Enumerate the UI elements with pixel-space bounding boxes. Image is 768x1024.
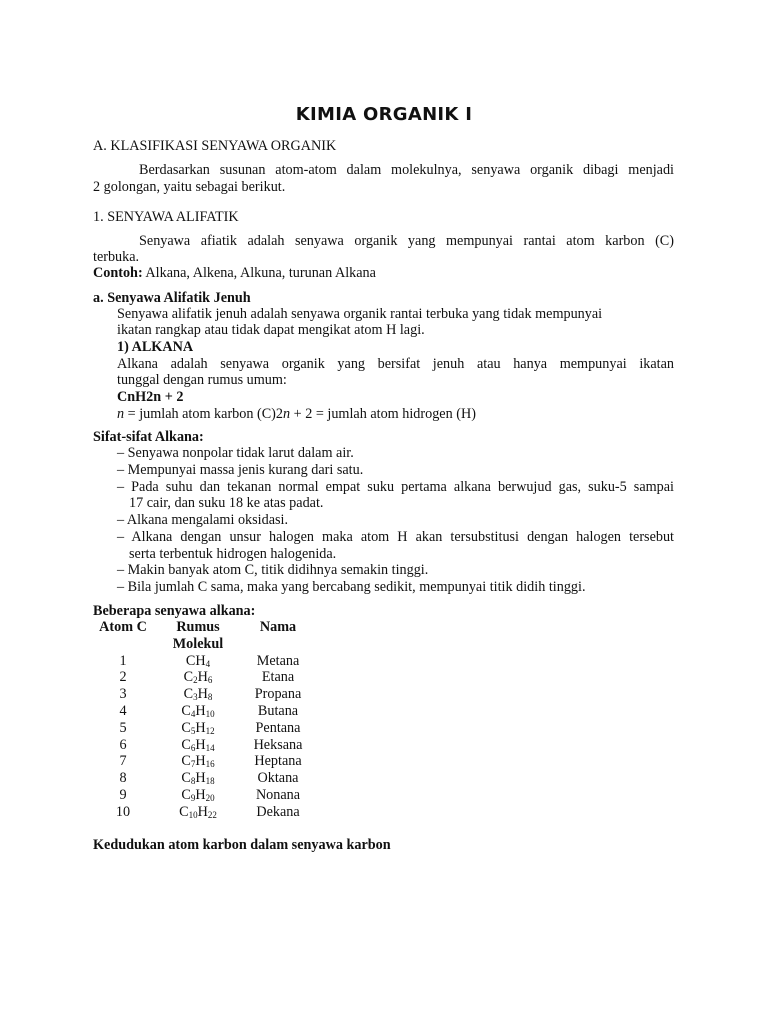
- name-cell: Etana: [261, 669, 295, 686]
- formula-cell: $C_9H_{20}$: [181, 786, 215, 803]
- formula-n-2: n: [283, 406, 291, 422]
- contoh-label: Contoh:: [93, 265, 143, 281]
- sifat-item: – Alkana dengan unsur halogen maka atom H akan tersubstitusi dengan halogen tersebut: [117, 529, 674, 545]
- formula-desc-2: + 2 = jumlah atom hidrogen (H): [290, 406, 476, 422]
- formula-cell: $C_6H_{14}$: [181, 736, 215, 753]
- header-rumus: Rumus: [176, 619, 220, 635]
- formula-cell: $C_{10}H_{22}$: [179, 803, 217, 820]
- kedudukan-heading: Kedudukan atom karbon dalam senyawa karbon: [93, 837, 391, 853]
- formula-cell: $C_3H_8$: [183, 686, 213, 703]
- name-cell: Oktana: [257, 770, 299, 787]
- sifat-item: – Makin banyak atom C, titik didihnya semakin tinggi.: [117, 562, 429, 578]
- name-cell: Dekana: [256, 803, 300, 820]
- name-cell: Heptana: [254, 753, 302, 770]
- atom-c-cell: 9: [119, 786, 127, 803]
- atom-c-cell: 2: [119, 669, 127, 686]
- section-heading-a: A. KLASIFIKASI SENYAWA ORGANIK: [93, 138, 337, 154]
- atom-c-cell: 1: [119, 652, 127, 669]
- formula-cell: $C_7H_{16}$: [181, 753, 215, 770]
- alifatik-line-2: terbuka.: [93, 249, 140, 265]
- alkana-heading: 1) ALKANA: [117, 339, 194, 355]
- jenuh-line-2: ikatan rangkap atau tidak dapat mengikat atom H lagi.: [117, 322, 425, 338]
- contoh-line: [93, 265, 376, 282]
- general-formula: CnH2n + 2: [117, 389, 184, 405]
- sifat-item-cont: 17 cair, dan suku 18 ke atas padat.: [129, 495, 324, 511]
- header-molekul: Molekul: [172, 635, 224, 652]
- sifat-item: – Bila jumlah C sama, maka yang bercabang sedikit, mempunyai titik didih tinggi.: [117, 579, 586, 595]
- sifat-item: – Pada suhu dan tekanan normal empat suku pertama alkana berwujud gas, suku-5 sampai: [117, 479, 674, 495]
- atom-c-cell: 3: [119, 686, 127, 703]
- subheading-alifatik-jenuh: a. Senyawa Alifatik Jenuh: [93, 290, 251, 306]
- atom-c-cell: 7: [119, 753, 127, 770]
- formula-desc-1: = jumlah atom karbon (C)2: [124, 406, 284, 422]
- page-title: KIMIA ORGANIK I: [295, 104, 473, 125]
- alkana-line-1: Alkana adalah senyawa organik yang bersifat jenuh atau hanya mempunyai ikatan: [117, 356, 674, 372]
- atom-c-cell: 10: [115, 803, 131, 820]
- atom-c-cell: 8: [119, 770, 127, 787]
- formula-cell: $C_4H_{10}$: [181, 702, 215, 719]
- contoh-text: Alkana, Alkena, Alkuna, turunan Alkana: [142, 265, 376, 281]
- intro-line-2: 2 golongan, yaitu sebagai berikut.: [93, 179, 286, 195]
- sifat-item: – Senyawa nonpolar tidak larut dalam air.: [117, 445, 354, 461]
- name-cell: Heksana: [253, 736, 303, 753]
- sifat-heading: Sifat-sifat Alkana:: [93, 429, 204, 445]
- formula-cell: $C_2H_6$: [183, 669, 213, 686]
- header-atom-c: Atom C: [99, 619, 147, 635]
- atom-c-cell: 4: [119, 702, 127, 719]
- sifat-item: – Alkana mengalami oksidasi.: [117, 512, 289, 528]
- intro-line-1: Berdasarkan susunan atom-atom dalam molekulnya, senyawa organik dibagi menjadi: [139, 162, 674, 178]
- formula-cell: $CH_4$: [185, 652, 211, 669]
- beberapa-heading: Beberapa senyawa alkana:: [93, 603, 256, 619]
- name-cell: Metana: [256, 652, 300, 669]
- alifatik-line-1: Senyawa afiatik adalah senyawa organik yang mempunyai rantai atom karbon (C): [139, 233, 674, 249]
- header-nama: Nama: [259, 619, 297, 635]
- name-cell: Propana: [254, 686, 302, 703]
- name-cell: Nonana: [255, 786, 301, 803]
- formula-description: [117, 406, 476, 423]
- atom-c-cell: 6: [119, 736, 127, 753]
- atom-c-cell: 5: [119, 719, 127, 736]
- name-cell: Pentana: [255, 719, 301, 736]
- sifat-item: – Mempunyai massa jenis kurang dari satu.: [117, 462, 364, 478]
- sifat-item-cont: serta terbentuk hidrogen halogenida.: [129, 546, 337, 562]
- formula-cell: $C_8H_{18}$: [181, 770, 215, 787]
- alkana-line-2: tunggal dengan rumus umum:: [117, 372, 287, 388]
- formula-cell: $C_5H_{12}$: [181, 719, 215, 736]
- section-heading-1: 1. SENYAWA ALIFATIK: [93, 209, 239, 225]
- formula-n-1: n: [117, 406, 125, 422]
- name-cell: Butana: [257, 702, 299, 719]
- jenuh-line-1: Senyawa alifatik jenuh adalah senyawa organik rantai terbuka yang tidak mempunyai: [117, 306, 603, 322]
